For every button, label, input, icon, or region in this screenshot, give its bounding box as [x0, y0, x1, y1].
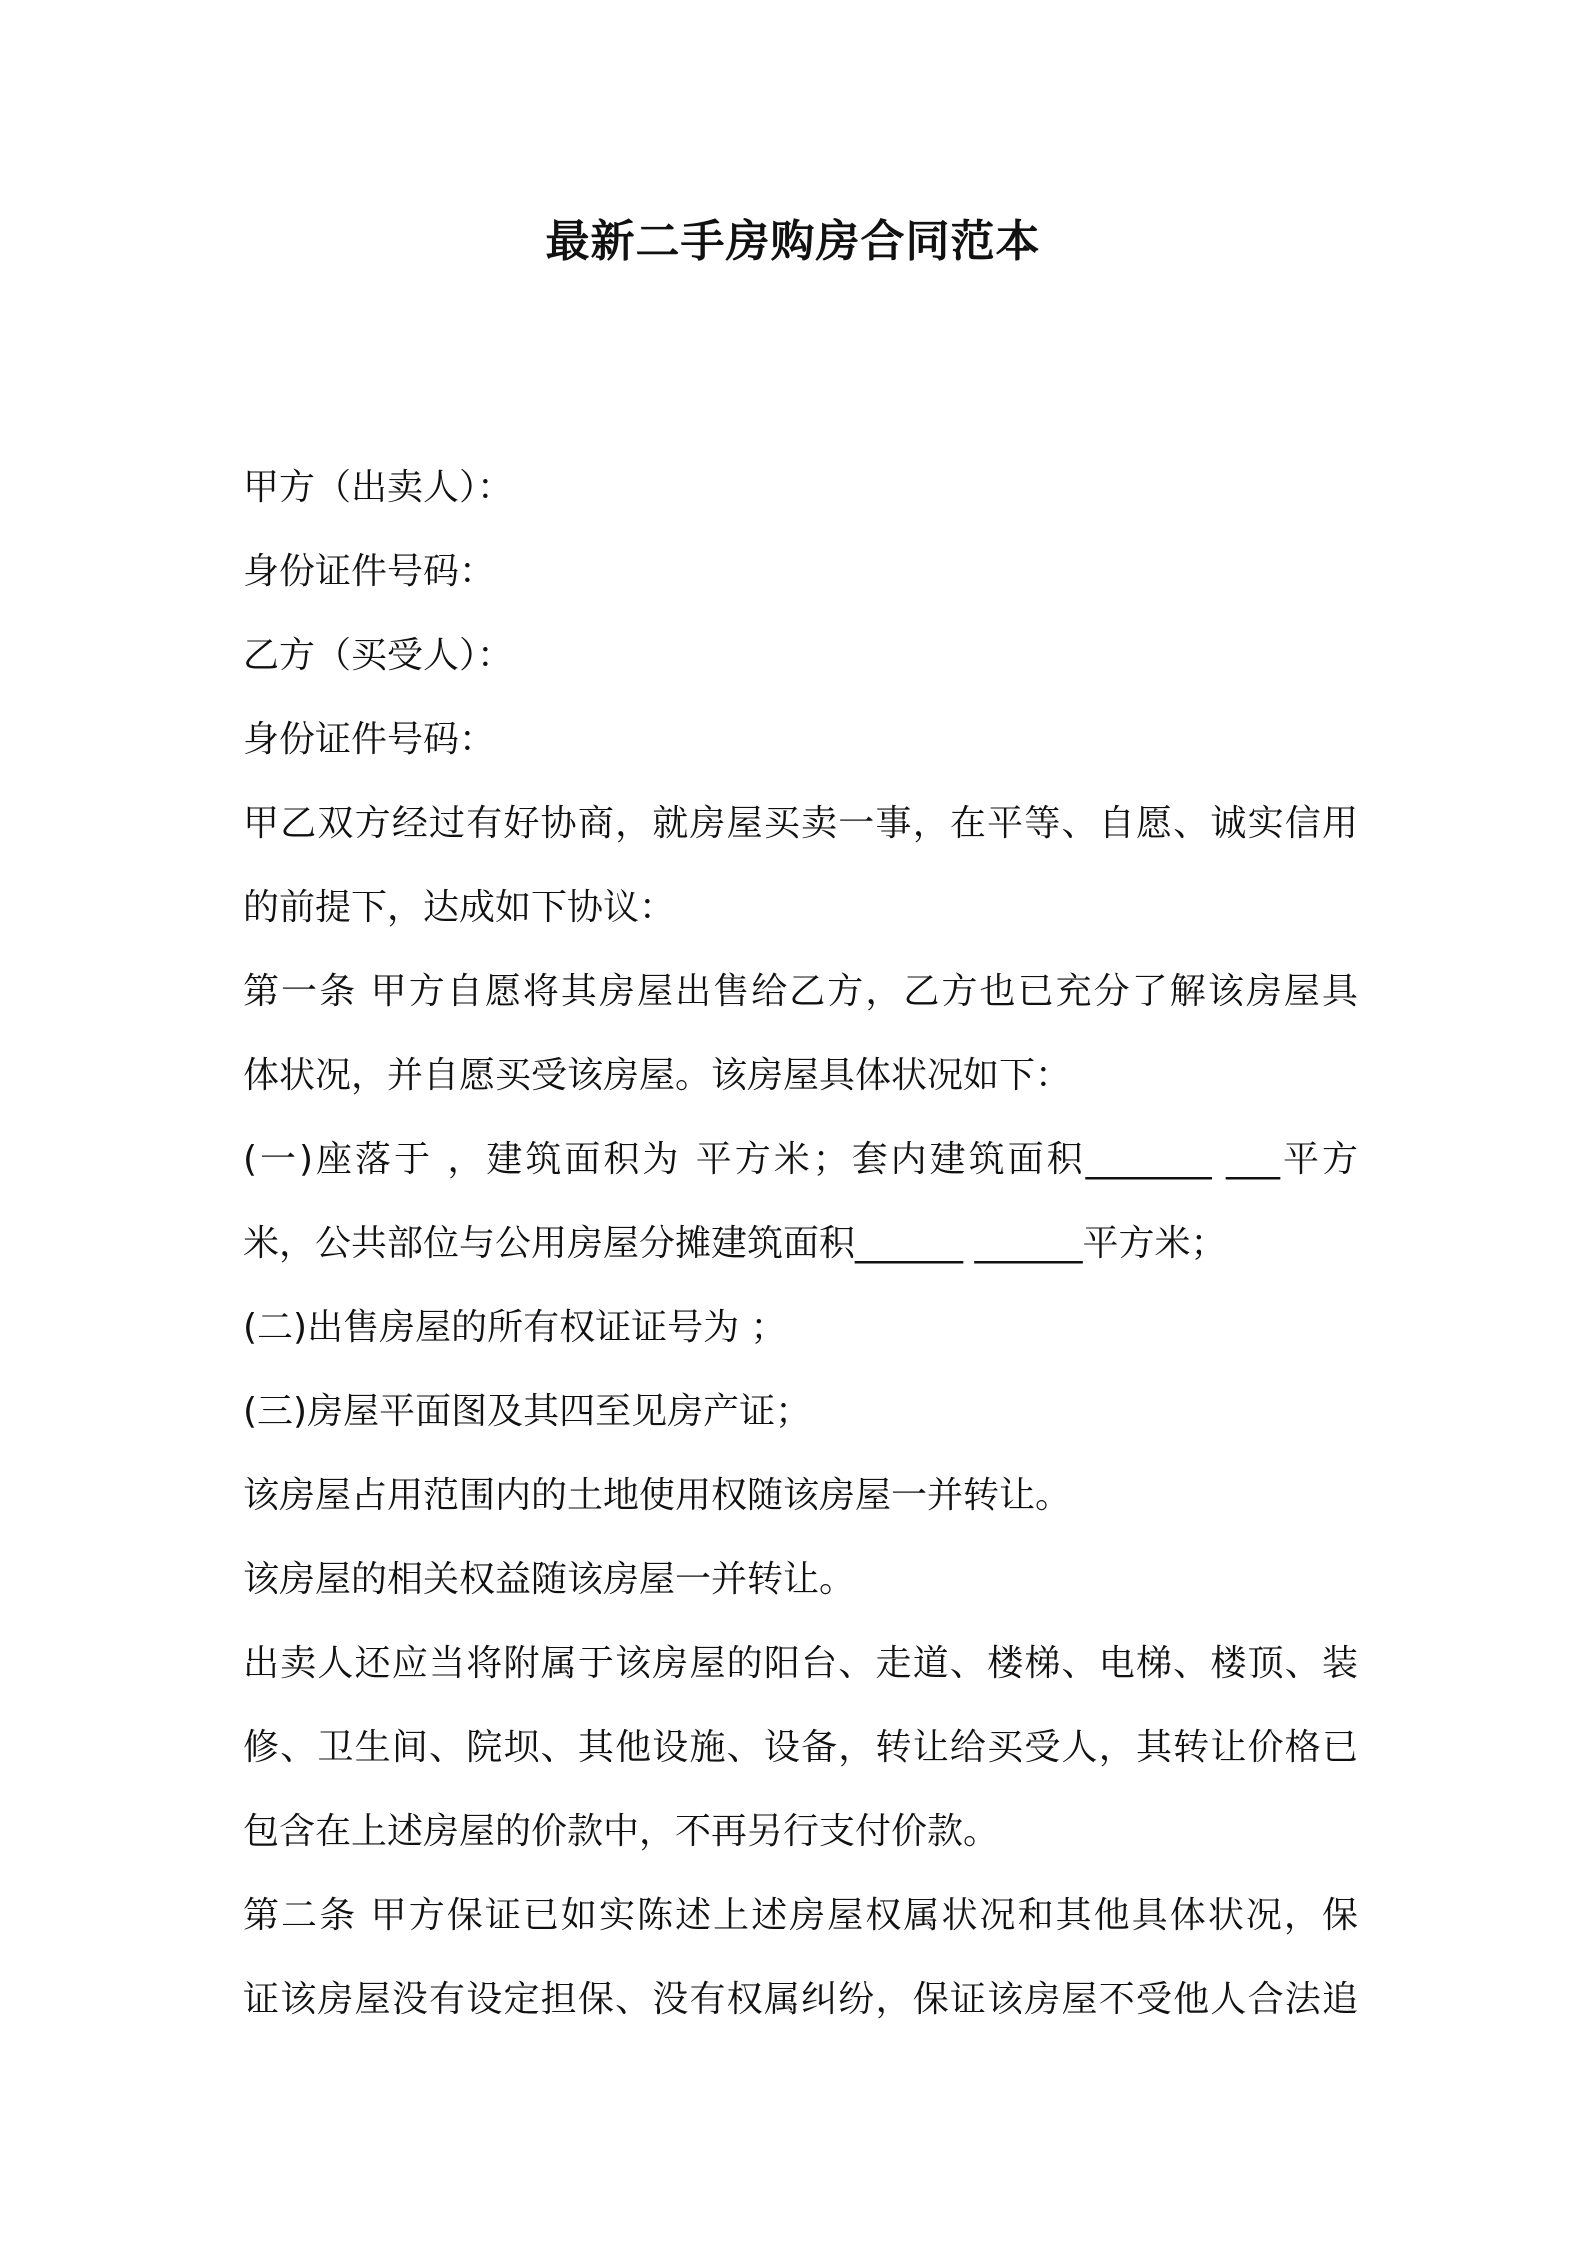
rights-transfer-line: 该房屋的相关权益随该房屋一并转让。: [243, 1559, 856, 1600]
attachments-line-2: 修、卫生间、院坝、其他设施、设备，转让给买受人，其转让价格已: [243, 1727, 1358, 1768]
clause-3-floorplan-line: (三)房屋平面图及其四至见房产证；: [243, 1391, 812, 1432]
attachments-line-3: 包含在上述房屋的价款中，不再另行支付价款。: [243, 1811, 1000, 1852]
party-a-seller-line: 甲方（出卖人）：: [243, 467, 514, 508]
clause-1-location-line-1: (一)座落于 ，建筑面积为 平方米；套内建筑面积_______ ___平方: [243, 1139, 1358, 1180]
party-b-buyer-line: 乙方（买受人）：: [243, 635, 514, 676]
clause-2-certificate-line: (二)出售房屋的所有权证证号为 ；: [243, 1307, 787, 1348]
document-title: 最新二手房购房合同范本: [545, 216, 1041, 267]
attachments-line-1: 出卖人还应当将附属于该房屋的阳台、走道、楼梯、电梯、楼顶、装: [243, 1643, 1358, 1684]
article-1-line-1: 第一条 甲方自愿将其房屋出售给乙方，乙方也已充分了解该房屋具: [243, 971, 1358, 1012]
article-1-line-2: 体状况，并自愿买受该房屋。该房屋具体状况如下：: [243, 1055, 1072, 1096]
document-body: [243, 446, 1358, 2042]
party-b-id-number-line: 身份证件号码：: [243, 719, 496, 760]
land-use-transfer-line: 该房屋占用范围内的土地使用权随该房屋一并转让。: [243, 1475, 1072, 1516]
preamble-line-1: 甲乙双方经过有好协商，就房屋买卖一事，在平等、自愿、诚实信用: [243, 803, 1358, 844]
article-2-line-2: 证该房屋没有设定担保、没有权属纠纷，保证该房屋不受他人合法追: [243, 1979, 1358, 2020]
party-a-id-number-line: 身份证件号码：: [243, 551, 496, 592]
preamble-line-2: 的前提下，达成如下协议：: [243, 887, 676, 928]
article-2-line-1: 第二条 甲方保证已如实陈述上述房屋权属状况和其他具体状况，保: [243, 1895, 1358, 1936]
clause-1-location-line-2: 米，公共部位与公用房屋分摊建筑面积______ ______平方米；: [243, 1223, 1227, 1264]
